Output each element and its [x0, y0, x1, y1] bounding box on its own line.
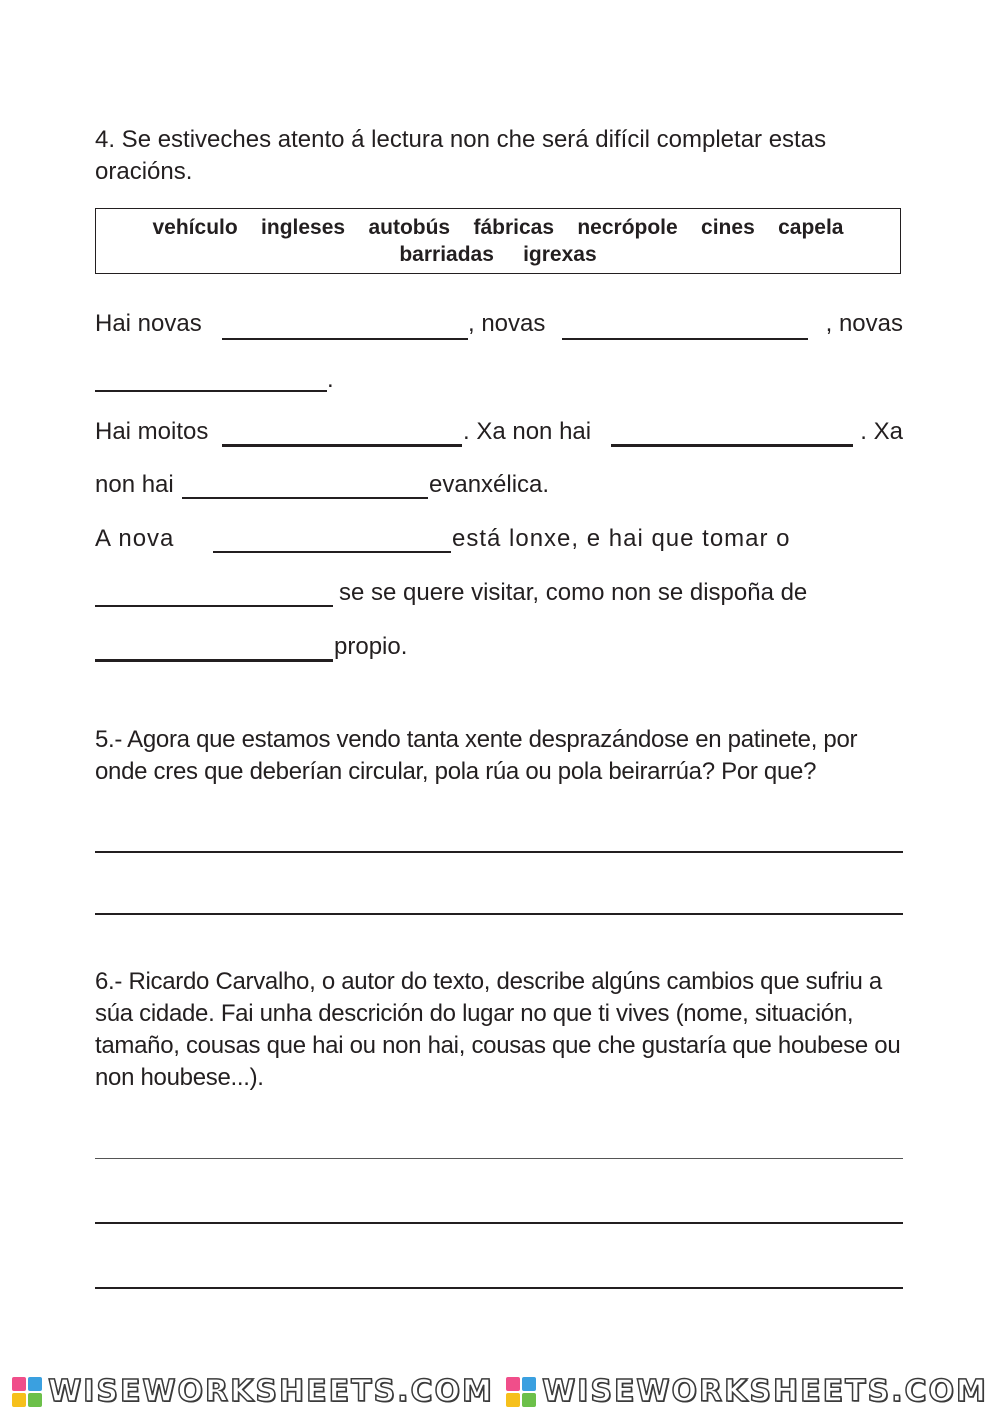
blank-4[interactable] [222, 444, 462, 447]
word-cines: cines [701, 216, 755, 239]
sentence-2-end: evanxélica. [429, 471, 550, 498]
q5-answer-line-2[interactable] [95, 913, 903, 915]
q5-prompt: 5.- Agora que estamos vendo tanta xente desprazándose en patinete, por onde cres que deberían circular, pola rúa ou pola beirarrúa? Por que? [95, 726, 858, 785]
sentence-1-start: Hai novas [95, 310, 202, 337]
blank-7[interactable] [213, 551, 451, 553]
brand-left [12, 1374, 494, 1409]
word-vehiculo: vehículo [152, 216, 238, 239]
q6-answer-line-3[interactable] [95, 1287, 903, 1289]
blank-8[interactable] [95, 605, 333, 607]
word-capela: capela [778, 216, 844, 239]
brand-logo-icon [506, 1377, 536, 1407]
blank-2[interactable] [562, 338, 808, 340]
brand-right [506, 1374, 988, 1409]
sentence-2-xa: . Xa [860, 418, 903, 445]
sentence-2-nonhai: non hai [95, 471, 174, 498]
sentence-1-end: , novas [825, 310, 903, 337]
blank-6[interactable] [182, 497, 428, 499]
word-autobus: autobús [368, 216, 451, 239]
q5-answer-line-1[interactable] [95, 851, 903, 853]
brand-text-right: WISEWORKSHEETS.COM [542, 1374, 988, 1409]
brand-text-left: WISEWORKSHEETS.COM [48, 1374, 494, 1409]
word-necropole: necrópole [577, 216, 678, 239]
word-igrexas: igrexas [523, 243, 597, 266]
word-barriadas: barriadas [399, 243, 494, 266]
sentence-3-mid: está lonxe, e hai que tomar o [452, 525, 791, 552]
sentence-2-mid: . Xa non hai [463, 418, 592, 445]
q6-answer-line-1[interactable] [95, 1158, 903, 1159]
word-bank [95, 208, 901, 274]
sentence-3-cont: se se quere visitar, como non se dispoña de [339, 579, 808, 606]
brand-logo-icon [12, 1377, 42, 1407]
sentence-1-period: . [327, 366, 334, 393]
blank-9[interactable] [95, 659, 333, 662]
q6-prompt: 6.- Ricardo Carvalho, o autor do texto, describe algúns cambios que sufriu a súa cidade. Fai unha descrición do lugar no que ti vives (nome, situación, tamaño, cousas que hai ou non hai, cousas que che gustaría que houbese ou non houbese...). [95, 968, 901, 1091]
word-bank-row-2 [96, 241, 900, 269]
sentence-3-end: propio. [334, 633, 408, 660]
sentence-2-start: Hai moitos [95, 418, 209, 445]
word-fabricas: fábricas [473, 216, 554, 239]
word-bank-row-1 [96, 214, 900, 242]
sentence-1-mid: , novas [468, 310, 546, 337]
word-ingleses: ingleses [261, 216, 346, 239]
blank-3[interactable] [95, 390, 327, 392]
sentence-3-start: A nova [95, 525, 175, 552]
q6-answer-line-2[interactable] [95, 1222, 903, 1224]
blank-1[interactable] [222, 338, 468, 340]
footer-watermark [0, 1370, 1000, 1413]
blank-5[interactable] [611, 444, 853, 447]
q4-prompt: 4. Se estiveches atento á lectura non che será difícil completar estas oracións. [95, 126, 827, 185]
